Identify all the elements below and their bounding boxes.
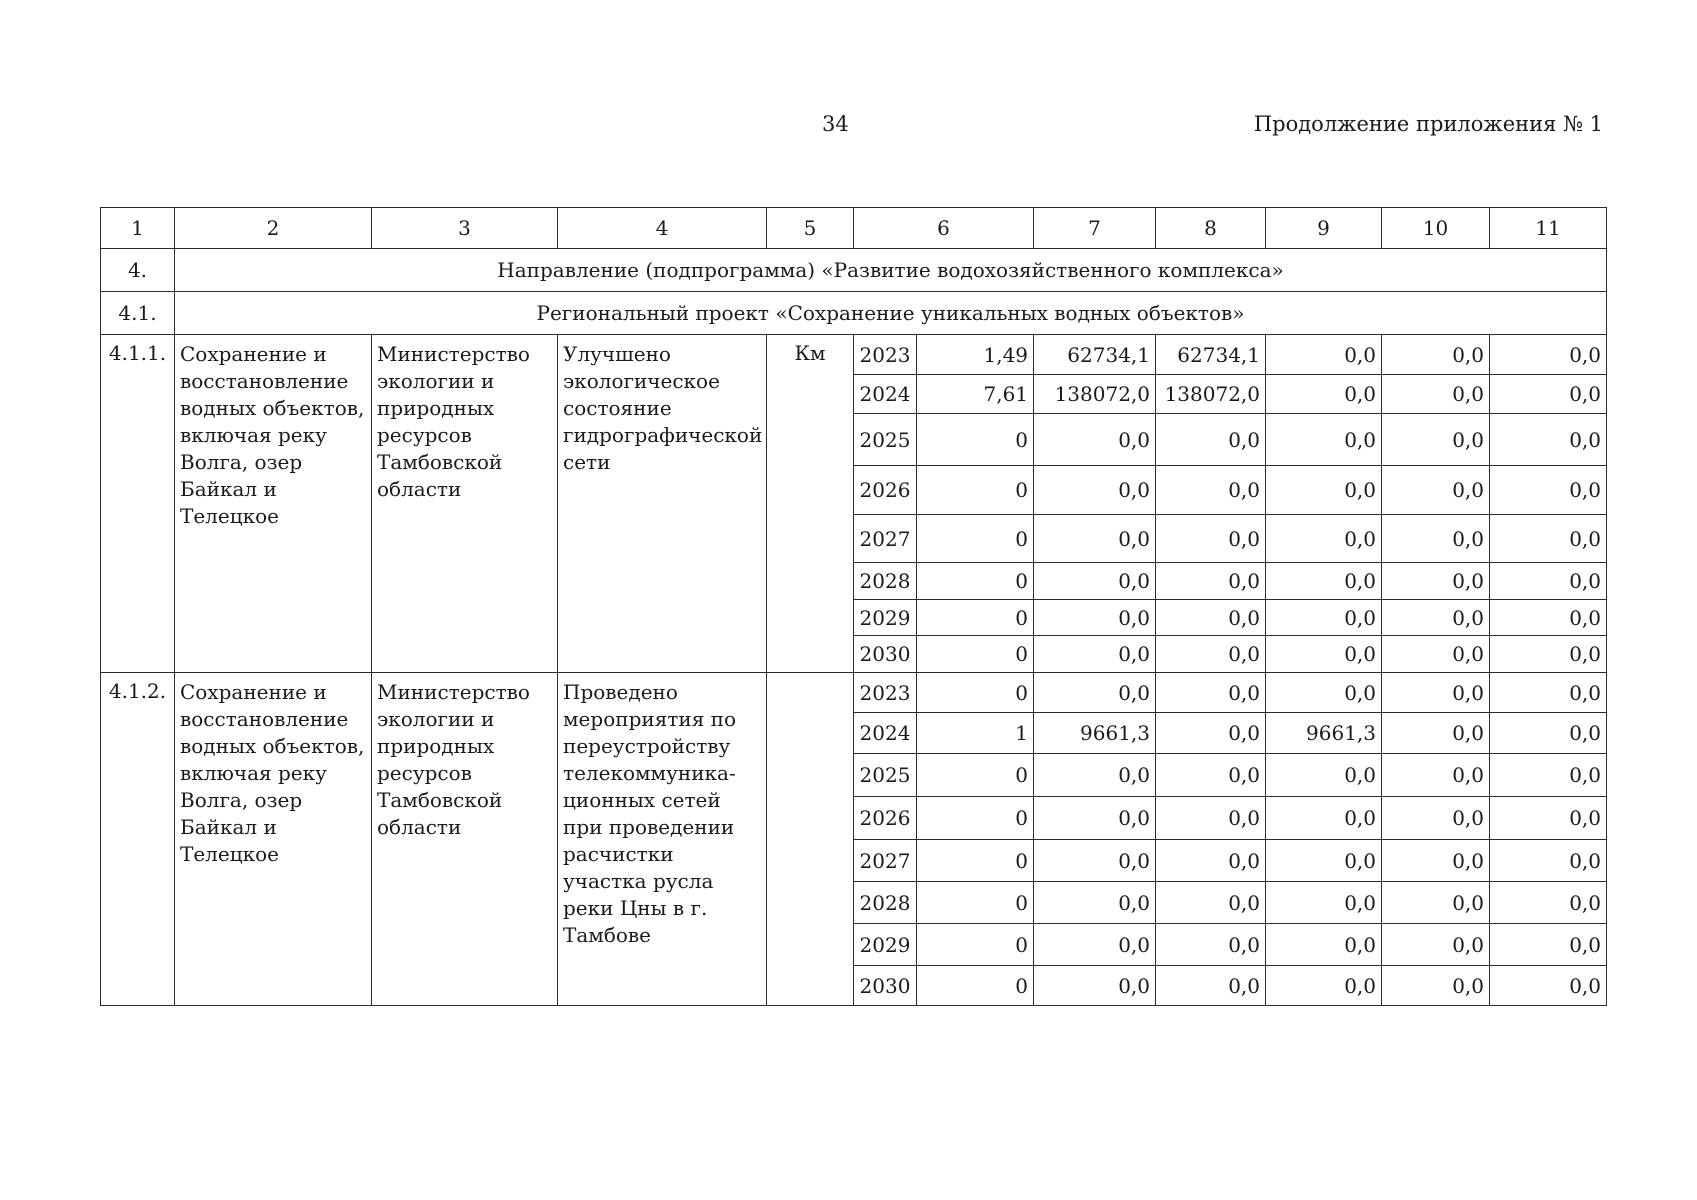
federal-cell: 0,0 [1156, 966, 1266, 1006]
regional-cell: 9661,3 [1266, 713, 1382, 754]
project-number: 4.1. [101, 292, 175, 335]
project-row [101, 292, 1607, 335]
local-cell: 0,0 [1382, 335, 1490, 375]
year-cell: 2028 [854, 563, 917, 600]
regional-cell: 0,0 [1266, 466, 1382, 515]
other-cell: 0,0 [1490, 797, 1607, 840]
col-number-5: 5 [767, 208, 854, 249]
federal-cell: 0,0 [1156, 466, 1266, 515]
item-unit: Км [767, 335, 854, 673]
total-cell: 9661,3 [1034, 713, 1156, 754]
item-name: Сохранение и восстановление водных объектов, включая реку Волга, озер Байкал и Телецкое [175, 335, 372, 673]
local-cell: 0,0 [1382, 466, 1490, 515]
col-number-3: 3 [372, 208, 558, 249]
federal-cell: 0,0 [1156, 600, 1266, 636]
total-cell: 0,0 [1034, 673, 1156, 713]
local-cell: 0,0 [1382, 600, 1490, 636]
total-cell: 0,0 [1034, 797, 1156, 840]
program-table [100, 207, 1607, 1006]
year-cell: 2029 [854, 600, 917, 636]
direction-number: 4. [101, 249, 175, 292]
federal-cell: 0,0 [1156, 882, 1266, 924]
year-cell: 2030 [854, 966, 917, 1006]
direction-title: Направление (подпрограмма) «Развитие водохозяйственного комплекса» [175, 249, 1607, 292]
local-cell: 0,0 [1382, 515, 1490, 563]
indicator-cell: 0 [917, 466, 1034, 515]
regional-cell: 0,0 [1266, 882, 1382, 924]
col-number-8: 8 [1156, 208, 1266, 249]
col-number-11: 11 [1490, 208, 1607, 249]
indicator-cell: 0 [917, 882, 1034, 924]
federal-cell: 0,0 [1156, 636, 1266, 673]
direction-row [101, 249, 1607, 292]
regional-cell: 0,0 [1266, 563, 1382, 600]
year-cell: 2024 [854, 713, 917, 754]
regional-cell: 0,0 [1266, 673, 1382, 713]
item-unit [767, 673, 854, 1006]
col-number-6: 6 [854, 208, 1034, 249]
total-cell: 138072,0 [1034, 375, 1156, 414]
other-cell: 0,0 [1490, 466, 1607, 515]
federal-cell: 0,0 [1156, 673, 1266, 713]
item-executor: Министерство экологии и природных ресурсов Тамбовской области [372, 673, 558, 1006]
total-cell: 0,0 [1034, 754, 1156, 797]
year-cell: 2027 [854, 840, 917, 882]
indicator-cell: 0 [917, 515, 1034, 563]
federal-cell: 0,0 [1156, 563, 1266, 600]
federal-cell: 0,0 [1156, 754, 1266, 797]
year-cell: 2023 [854, 335, 917, 375]
col-number-4: 4 [558, 208, 767, 249]
item-result: Проведено мероприятия по переустройству телекоммуника-ционных сетей при проведении расчистки участка русла реки Цны в г. Тамбове [558, 673, 767, 1006]
col-number-7: 7 [1034, 208, 1156, 249]
local-cell: 0,0 [1382, 414, 1490, 466]
other-cell: 0,0 [1490, 882, 1607, 924]
indicator-cell: 0 [917, 673, 1034, 713]
total-cell: 0,0 [1034, 966, 1156, 1006]
total-cell: 0,0 [1034, 840, 1156, 882]
regional-cell: 0,0 [1266, 335, 1382, 375]
year-cell: 2024 [854, 375, 917, 414]
col-number-1: 1 [101, 208, 175, 249]
federal-cell: 0,0 [1156, 924, 1266, 966]
regional-cell: 0,0 [1266, 924, 1382, 966]
regional-cell: 0,0 [1266, 375, 1382, 414]
local-cell: 0,0 [1382, 882, 1490, 924]
local-cell: 0,0 [1382, 924, 1490, 966]
federal-cell: 0,0 [1156, 515, 1266, 563]
regional-cell: 0,0 [1266, 636, 1382, 673]
indicator-cell: 7,61 [917, 375, 1034, 414]
indicator-cell: 0 [917, 563, 1034, 600]
local-cell: 0,0 [1382, 713, 1490, 754]
federal-cell: 0,0 [1156, 414, 1266, 466]
indicator-cell: 0 [917, 924, 1034, 966]
local-cell: 0,0 [1382, 563, 1490, 600]
local-cell: 0,0 [1382, 840, 1490, 882]
other-cell: 0,0 [1490, 713, 1607, 754]
year-cell: 2025 [854, 754, 917, 797]
other-cell: 0,0 [1490, 335, 1607, 375]
other-cell: 0,0 [1490, 840, 1607, 882]
indicator-cell: 0 [917, 600, 1034, 636]
regional-cell: 0,0 [1266, 754, 1382, 797]
total-cell: 62734,1 [1034, 335, 1156, 375]
col-number-2: 2 [175, 208, 372, 249]
year-cell: 2027 [854, 515, 917, 563]
indicator-cell: 0 [917, 754, 1034, 797]
other-cell: 0,0 [1490, 563, 1607, 600]
other-cell: 0,0 [1490, 673, 1607, 713]
year-cell: 2025 [854, 414, 917, 466]
year-cell: 2028 [854, 882, 917, 924]
other-cell: 0,0 [1490, 600, 1607, 636]
indicator-cell: 0 [917, 840, 1034, 882]
item-number: 4.1.1. [101, 335, 175, 673]
indicator-cell: 1 [917, 713, 1034, 754]
other-cell: 0,0 [1490, 375, 1607, 414]
other-cell: 0,0 [1490, 515, 1607, 563]
federal-cell: 0,0 [1156, 840, 1266, 882]
other-cell: 0,0 [1490, 636, 1607, 673]
total-cell: 0,0 [1034, 882, 1156, 924]
total-cell: 0,0 [1034, 600, 1156, 636]
item-executor: Министерство экологии и природных ресурсов Тамбовской области [372, 335, 558, 673]
total-cell: 0,0 [1034, 563, 1156, 600]
other-cell: 0,0 [1490, 754, 1607, 797]
page-number: 34 [822, 112, 849, 136]
indicator-cell: 0 [917, 966, 1034, 1006]
year-cell: 2026 [854, 466, 917, 515]
year-cell: 2029 [854, 924, 917, 966]
total-cell: 0,0 [1034, 515, 1156, 563]
year-cell: 2026 [854, 797, 917, 840]
item-result: Улучшено экологическое состояние гидрографической сети [558, 335, 767, 673]
total-cell: 0,0 [1034, 924, 1156, 966]
regional-cell: 0,0 [1266, 797, 1382, 840]
other-cell: 0,0 [1490, 414, 1607, 466]
project-title: Региональный проект «Сохранение уникальных водных объектов» [175, 292, 1607, 335]
col-number-9: 9 [1266, 208, 1382, 249]
indicator-cell: 1,49 [917, 335, 1034, 375]
local-cell: 0,0 [1382, 375, 1490, 414]
column-number-row [101, 208, 1607, 249]
other-cell: 0,0 [1490, 924, 1607, 966]
regional-cell: 0,0 [1266, 600, 1382, 636]
item-name: Сохранение и восстановление водных объектов, включая реку Волга, озер Байкал и Телецкое [175, 673, 372, 1006]
local-cell: 0,0 [1382, 966, 1490, 1006]
total-cell: 0,0 [1034, 636, 1156, 673]
regional-cell: 0,0 [1266, 515, 1382, 563]
table-row [101, 673, 1607, 713]
total-cell: 0,0 [1034, 466, 1156, 515]
regional-cell: 0,0 [1266, 840, 1382, 882]
table-row [101, 335, 1607, 375]
item-number: 4.1.2. [101, 673, 175, 1006]
regional-cell: 0,0 [1266, 966, 1382, 1006]
local-cell: 0,0 [1382, 797, 1490, 840]
federal-cell: 62734,1 [1156, 335, 1266, 375]
indicator-cell: 0 [917, 414, 1034, 466]
federal-cell: 0,0 [1156, 713, 1266, 754]
indicator-cell: 0 [917, 636, 1034, 673]
year-cell: 2030 [854, 636, 917, 673]
federal-cell: 138072,0 [1156, 375, 1266, 414]
col-number-10: 10 [1382, 208, 1490, 249]
annex-title: Продолжение приложения № 1 [1253, 112, 1603, 136]
local-cell: 0,0 [1382, 673, 1490, 713]
total-cell: 0,0 [1034, 414, 1156, 466]
indicator-cell: 0 [917, 797, 1034, 840]
local-cell: 0,0 [1382, 754, 1490, 797]
year-cell: 2023 [854, 673, 917, 713]
regional-cell: 0,0 [1266, 414, 1382, 466]
federal-cell: 0,0 [1156, 797, 1266, 840]
other-cell: 0,0 [1490, 966, 1607, 1006]
local-cell: 0,0 [1382, 636, 1490, 673]
